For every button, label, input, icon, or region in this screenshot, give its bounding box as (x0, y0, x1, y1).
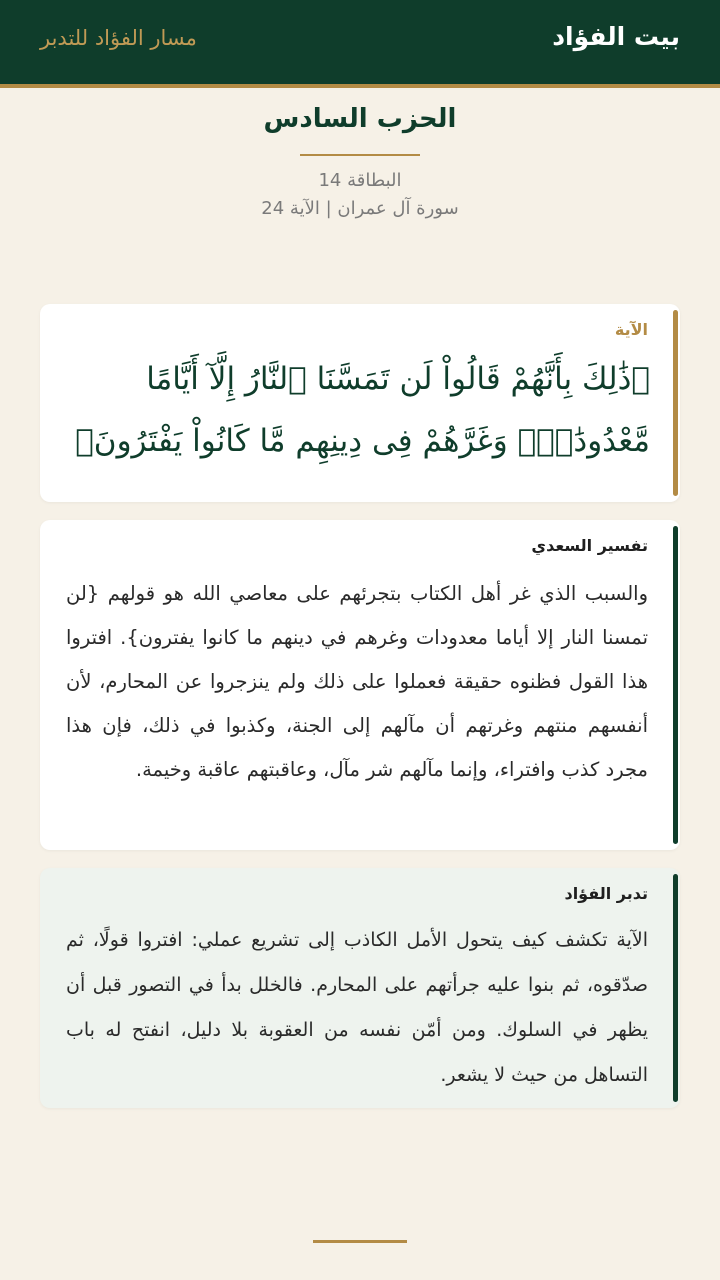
page-title: الحزب السادس (263, 104, 457, 134)
top-app-bar (0, 0, 720, 88)
tafsir-text: والسبب الذي غر أهل الكتاب بتجرئهم على معاصي الله هو قولهم {لن تمسنا النار إلا أياما معدودات وغرهم في دينهم ما كانوا يفترون}. افتروا هذا القول فظنوه حقيقة فعملوا على ذلك ولم ينزجروا عن المحارم، لأن أنفسهم منتهم وغرتهم أن مآلهم إلى الجنة، وكذبوا في ذلك، فإن هذا مجرد كذب وافتراء، وإنما مآلهم شر مآل، وعاقبتهم عاقبة وخيمة. (66, 582, 648, 781)
app-brand-title: بيت الفؤاد (552, 22, 680, 51)
reflection-text: الآية تكشف كيف يتحول الأمل الكاذب إلى تشريع عملي: افتروا قولًا، ثم صدّقوه، ثم بنوا عليه جرأتهم على المحارم. فالخلل بدأ في التصور قبل أن يظهر في السلوك. ومن أمّن نفسه من العقوبة بلا دليل، انفتح له باب التساهل من حيث لا يشعر. (66, 929, 648, 1086)
verse-card (40, 304, 680, 502)
verse-text: ﴿ذَٰلِكَ بِأَنَّهُمْ قَالُواْ لَن تَمَسَّنَا ٱلنَّارُ إِلَّآ أَيَّامًا مَّعْدُودَٰتٍۖ وَغَرَّهُمْ فِى دِينِهِم مَّا كَانُواْ يَفْتَرُونَ﴾ (75, 361, 650, 459)
reflection-card-accent (673, 874, 678, 1102)
tafsir-card (40, 520, 680, 850)
verse-card-accent (673, 310, 678, 496)
bottom-divider (313, 1240, 407, 1243)
tafsir-card-label: تفسير السعدي (531, 536, 648, 555)
title-divider (300, 154, 420, 156)
card-number: البطاقة 14 (318, 170, 402, 191)
path-link[interactable]: مسار الفؤاد للتدبر (40, 26, 197, 50)
ayah-reference: سورة آل عمران | الآية 24 (261, 198, 459, 219)
reflection-card-label: تدبر الفؤاد (564, 884, 648, 903)
verse-card-label: الآية (614, 320, 648, 339)
tafsir-card-accent (673, 526, 678, 844)
reflection-card (40, 868, 680, 1108)
